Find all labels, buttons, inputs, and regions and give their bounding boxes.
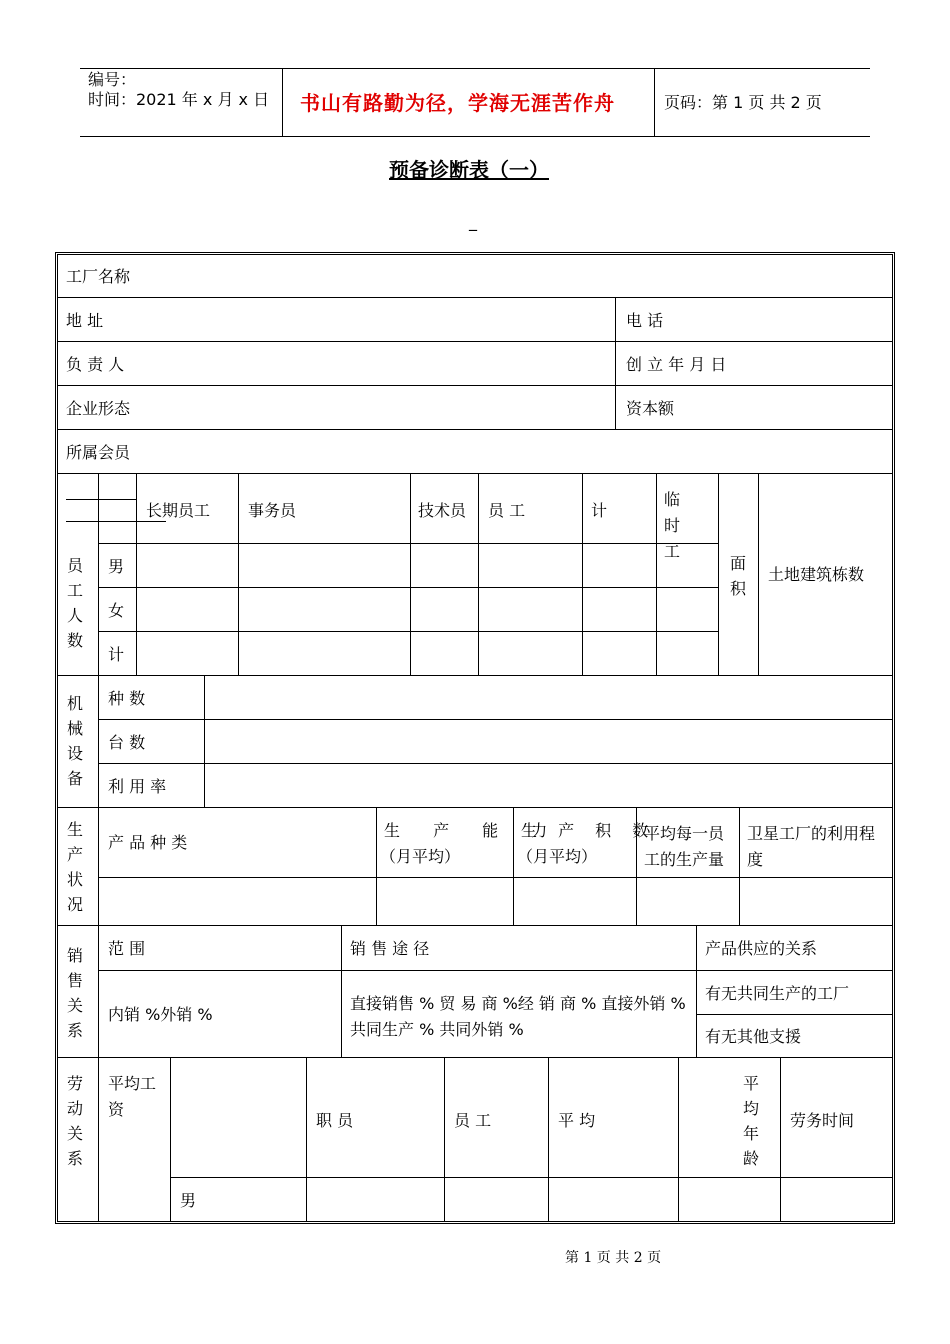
address-label: 地 址: [66, 311, 104, 330]
capital-label: 资本额: [626, 399, 675, 418]
founding-date-label: 创 立 年 月 日: [626, 355, 727, 374]
machinery-row-types: 种 数: [108, 689, 146, 708]
diagnosis-table: [55, 252, 895, 1224]
page-footer: 第 1 页 共 2 页: [565, 1250, 662, 1266]
channels-label: 销 售 途 径: [350, 939, 430, 958]
volume-label: 生 产 积 数: [521, 821, 657, 840]
product-types-label: 产 品 种 类: [108, 833, 188, 852]
scope-label: 范 围: [108, 939, 146, 958]
staff-row-total: 计: [108, 645, 125, 664]
labor-average-label: 平 均: [558, 1111, 596, 1130]
staff-col-total: 计: [591, 501, 608, 520]
staff-col-technician: 技术员: [418, 501, 467, 520]
staff-col-clerk: 事务员: [248, 501, 297, 520]
joint-factory-label: 有无共同生产的工厂: [705, 984, 850, 1003]
page-info: 页码：第 1 页 共 2 页: [664, 93, 822, 112]
machinery-row-utilization: 利 用 率: [108, 777, 167, 796]
sales-group-label: 销售关系: [66, 946, 83, 1040]
machinery-group-label: 机械设备: [66, 694, 83, 788]
work-time-label: 劳务时间: [790, 1111, 855, 1130]
land-building-label: 土地建筑栋数: [768, 565, 865, 584]
per-employee-label: 平均每一员工的生产量: [644, 824, 725, 869]
scope-value: 内销 %外销 %: [108, 1005, 213, 1024]
satellite-label: 卫星工厂的利用程度: [747, 824, 876, 869]
page-title: 预备诊断表（一）: [389, 158, 549, 182]
labor-worker-label: 员 工: [454, 1111, 492, 1130]
labor-group-label: 劳动关系: [66, 1074, 83, 1168]
supply-relation-label: 产品供应的关系: [705, 939, 818, 958]
staff-row-male: 男: [108, 557, 125, 576]
motto: 书山有路勤为径，学海无涯苦作舟: [300, 91, 615, 115]
membership-label: 所属会员: [66, 443, 131, 462]
labor-staff-label: 职 员: [316, 1111, 354, 1130]
machinery-row-count: 台 数: [108, 733, 146, 752]
enterprise-form-label: 企业形态: [66, 399, 131, 418]
channels-value: 直接销售 % 贸 易 商 %经 销 商 % 直接外销 %共同生产 % 共同外销 %: [350, 994, 686, 1039]
time-label: 时间：2021 年 x 月 x 日: [88, 90, 270, 109]
capacity-label: 生 产 能 力: [384, 821, 562, 840]
serial-label: 编号：: [88, 70, 137, 89]
volume-sub-label: （月平均）: [517, 847, 598, 866]
factory-name-label: 工厂名称: [66, 267, 131, 286]
area-label: 面积: [729, 554, 746, 598]
person-in-charge-label: 负 责 人: [66, 355, 125, 374]
dash-mark: _: [469, 212, 477, 231]
capacity-sub-label: （月平均）: [380, 847, 461, 866]
other-support-label: 有无其他支援: [705, 1027, 802, 1046]
phone-label: 电 话: [626, 311, 664, 330]
staff-col-temporary: 临 时 工: [664, 490, 691, 561]
staff-col-worker: 员 工: [488, 501, 526, 520]
staff-group-label: 员工人数: [66, 556, 83, 650]
staff-col-long-term: 长期员工: [146, 501, 211, 520]
staff-row-female: 女: [108, 601, 125, 620]
avg-age-label: 平均年龄: [742, 1074, 759, 1168]
production-group-label: 生产状况: [66, 820, 83, 914]
labor-male-label: 男: [180, 1191, 197, 1210]
avg-wage-label: 平均工资: [108, 1074, 157, 1119]
